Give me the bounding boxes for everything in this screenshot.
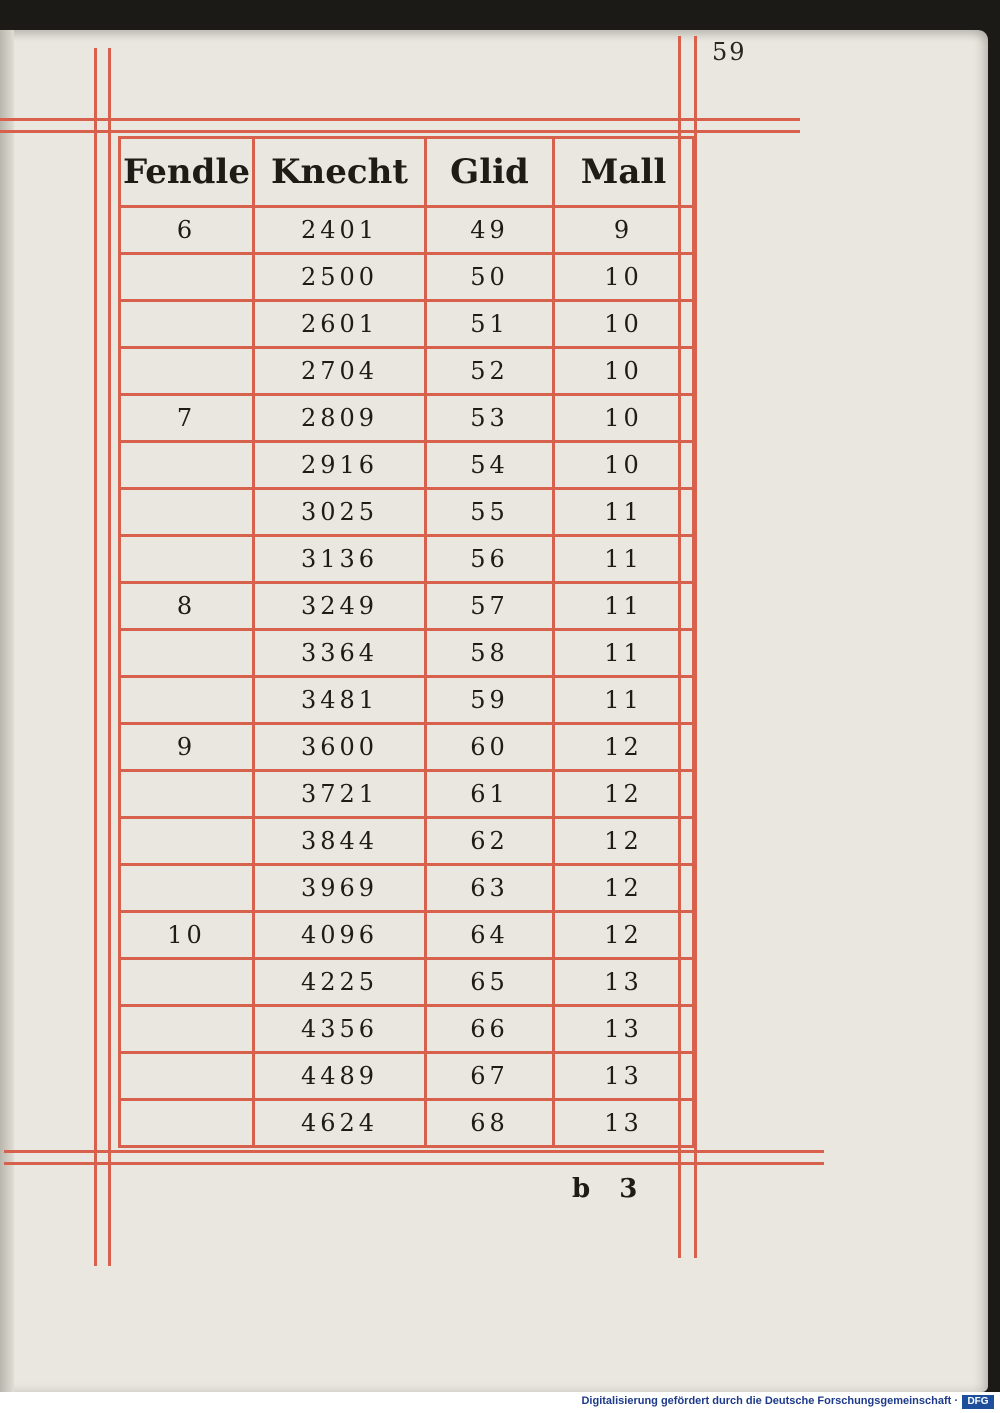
rule-left-outer [94,48,97,1266]
cell-glid: 66 [426,1006,554,1053]
cell-mall: 13 [554,1053,694,1100]
rule-top-inner [0,130,800,133]
table-row [120,818,694,865]
cell-knecht: 3969 [254,865,426,912]
cell-fendle: 10 [120,912,254,959]
table-row [120,677,694,724]
cell-mall: 11 [554,583,694,630]
cell-mall: 13 [554,1006,694,1053]
cell-glid: 60 [426,724,554,771]
cell-fendle [120,1100,254,1147]
page-gutter [0,30,14,1392]
table-body [120,207,694,1147]
cell-fendle [120,771,254,818]
cell-mall: 12 [554,771,694,818]
cell-fendle [120,865,254,912]
table-row [120,301,694,348]
cell-knecht: 3481 [254,677,426,724]
table-row [120,1100,694,1147]
cell-mall: 12 [554,818,694,865]
multiplication-table [118,136,695,1148]
cell-mall: 10 [554,395,694,442]
cell-glid: 50 [426,254,554,301]
cell-glid: 53 [426,395,554,442]
cell-glid: 58 [426,630,554,677]
cell-glid: 62 [426,818,554,865]
footer-bar [0,1392,1000,1413]
header-mall: Mall [554,138,694,207]
cell-glid: 67 [426,1053,554,1100]
cell-knecht: 4624 [254,1100,426,1147]
table-row [120,442,694,489]
table-row [120,536,694,583]
table-row [120,583,694,630]
cell-mall: 10 [554,442,694,489]
cell-knecht: 3136 [254,536,426,583]
table-row [120,865,694,912]
cell-knecht: 3844 [254,818,426,865]
cell-mall: 13 [554,959,694,1006]
table-row [120,959,694,1006]
rule-bottom-outer [4,1150,824,1153]
cell-knecht: 2401 [254,207,426,254]
cell-glid: 65 [426,959,554,1006]
table-row [120,207,694,254]
table-row [120,348,694,395]
rule-left-inner [108,48,111,1266]
cell-mall: 12 [554,865,694,912]
cell-glid: 63 [426,865,554,912]
cell-knecht: 2809 [254,395,426,442]
cell-mall: 12 [554,912,694,959]
cell-glid: 55 [426,489,554,536]
table-row [120,771,694,818]
rule-top-outer [0,118,800,121]
cell-knecht: 3364 [254,630,426,677]
cell-knecht: 2601 [254,301,426,348]
cell-mall: 10 [554,301,694,348]
cell-mall: 9 [554,207,694,254]
cell-knecht: 3600 [254,724,426,771]
cell-glid: 49 [426,207,554,254]
cell-fendle [120,348,254,395]
cell-fendle: 8 [120,583,254,630]
cell-fendle [120,536,254,583]
folio-number: 59 [712,38,747,66]
header-knecht: Knecht [254,138,426,207]
cell-glid: 68 [426,1100,554,1147]
cell-fendle [120,254,254,301]
cell-knecht: 3249 [254,583,426,630]
table-header-row [120,138,694,207]
cell-knecht: 4096 [254,912,426,959]
table-row [120,489,694,536]
cell-knecht: 2500 [254,254,426,301]
cell-mall: 12 [554,724,694,771]
cell-glid: 56 [426,536,554,583]
cell-fendle: 7 [120,395,254,442]
cell-fendle [120,1053,254,1100]
cell-glid: 61 [426,771,554,818]
table-row [120,630,694,677]
cell-fendle [120,677,254,724]
cell-glid: 51 [426,301,554,348]
cell-mall: 11 [554,630,694,677]
cell-glid: 54 [426,442,554,489]
header-glid: Glid [426,138,554,207]
table-row [120,1006,694,1053]
cell-fendle [120,442,254,489]
header-fendle: Fendle [120,138,254,207]
cell-mall: 11 [554,677,694,724]
table-row [120,254,694,301]
table-row [120,724,694,771]
cell-fendle: 6 [120,207,254,254]
cell-fendle [120,301,254,348]
cell-mall: 10 [554,348,694,395]
table-row [120,1053,694,1100]
cell-fendle [120,959,254,1006]
footer-credit: Digitalisierung gefördert durch die Deutsche Forschungsgemeinschaft · [581,1395,958,1407]
signature-mark: b 3 [572,1174,648,1204]
cell-fendle [120,489,254,536]
cell-knecht: 3721 [254,771,426,818]
cell-glid: 57 [426,583,554,630]
cell-fendle: 9 [120,724,254,771]
cell-fendle [120,818,254,865]
cell-fendle [120,630,254,677]
cell-mall: 10 [554,254,694,301]
rule-bottom-inner [4,1162,824,1165]
cell-glid: 64 [426,912,554,959]
cell-fendle [120,1006,254,1053]
dfg-logo: DFG [962,1395,994,1409]
cell-mall: 11 [554,536,694,583]
cell-mall: 13 [554,1100,694,1147]
table-row [120,395,694,442]
cell-glid: 52 [426,348,554,395]
cell-knecht: 2916 [254,442,426,489]
cell-knecht: 2704 [254,348,426,395]
cell-knecht: 4489 [254,1053,426,1100]
cell-glid: 59 [426,677,554,724]
cell-knecht: 3025 [254,489,426,536]
cell-knecht: 4225 [254,959,426,1006]
table-row [120,912,694,959]
cell-knecht: 4356 [254,1006,426,1053]
cell-mall: 11 [554,489,694,536]
